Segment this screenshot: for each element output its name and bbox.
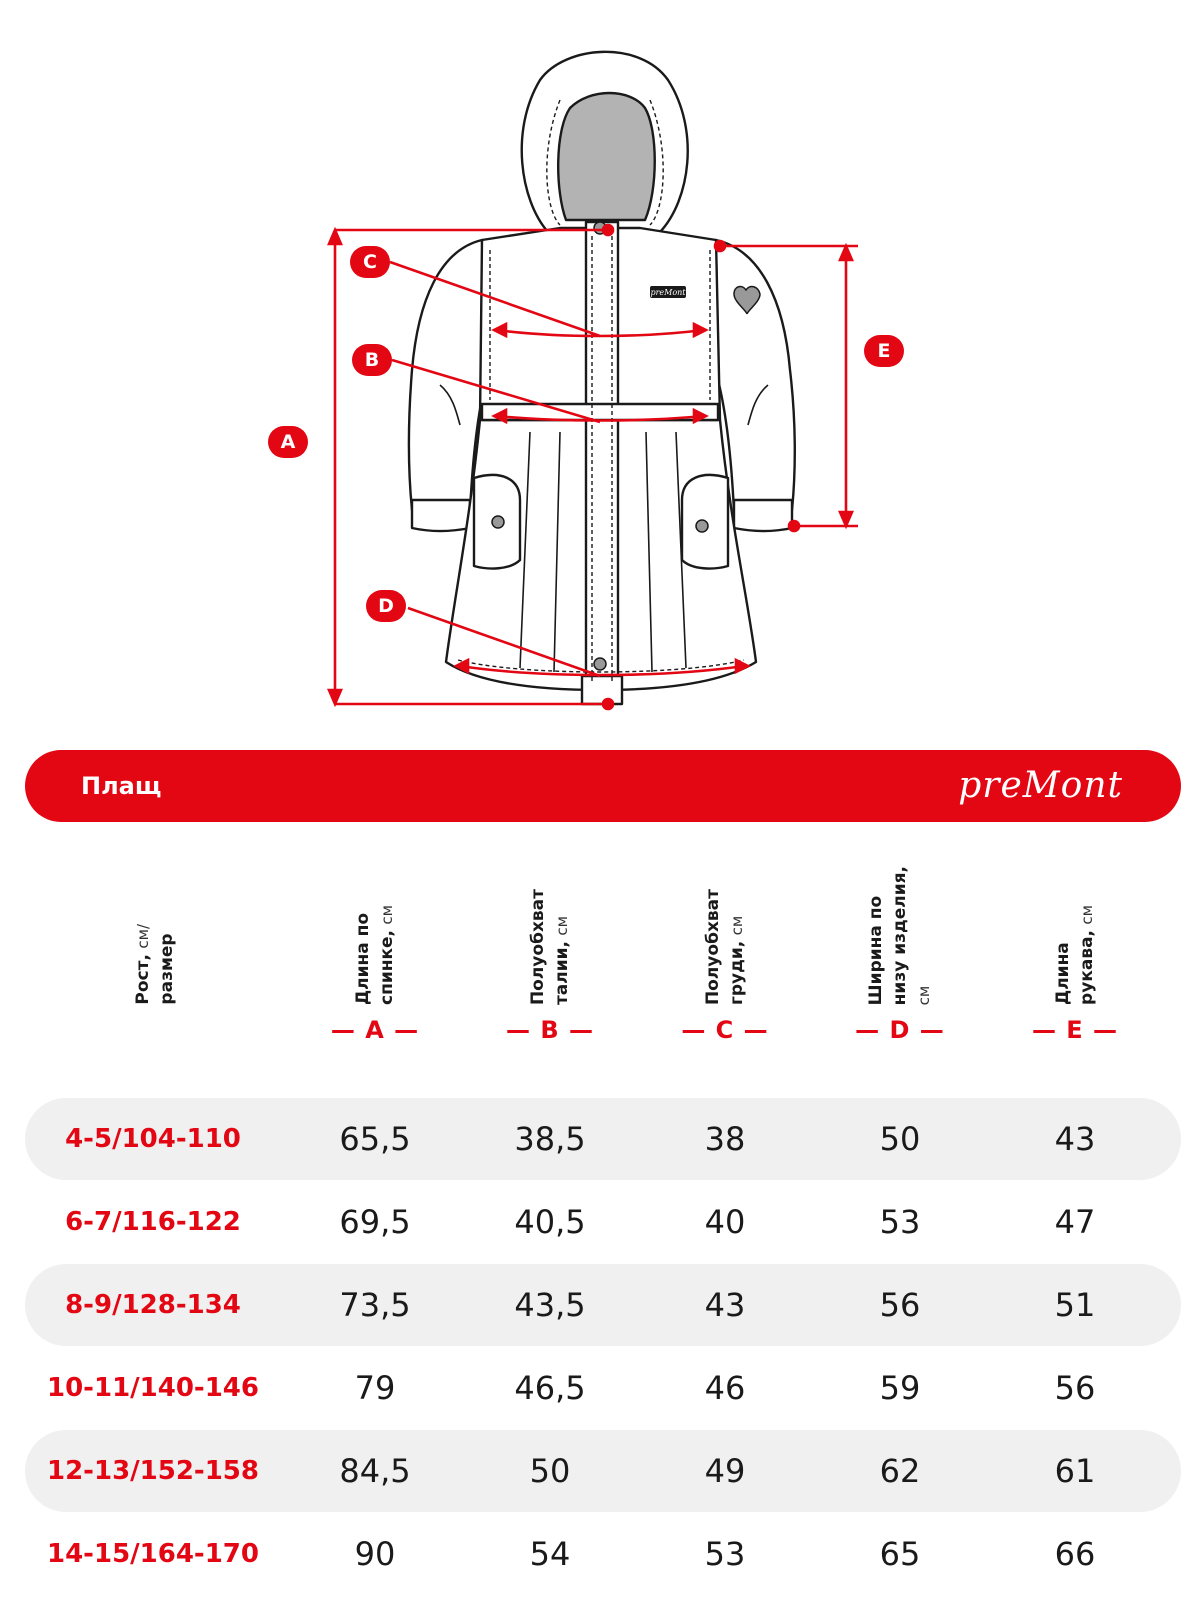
value-c: 46 [704,1369,746,1407]
value-b: 43,5 [514,1286,586,1324]
letter-d: — D — [855,1016,945,1044]
value-e: 66 [1054,1535,1096,1573]
value-e: 61 [1054,1452,1096,1490]
brand-logo: preMont [958,765,1123,806]
value-a: 73,5 [339,1286,411,1324]
product-banner [25,750,1181,822]
letter-a: — A — [330,1016,420,1044]
header-sleeve: Длина рукава, см [1053,905,1097,1005]
value-d: 59 [879,1369,921,1407]
value-d: 65 [879,1535,921,1573]
letter-e: — E — [1031,1016,1119,1044]
garment-label: preMont [650,288,686,297]
value-e: 43 [1054,1120,1096,1158]
value-e: 56 [1054,1369,1096,1407]
badge-b: B [352,344,392,376]
size-cell: 10-11/140-146 [47,1373,259,1403]
header-size: Рост, см/ размер [133,924,177,1005]
value-c: 49 [704,1452,746,1490]
value-e: 51 [1054,1286,1096,1324]
value-a: 84,5 [339,1452,411,1490]
header-chest: Полуобхват груди, см [703,888,747,1005]
value-d: 50 [879,1120,921,1158]
letter-c: — C — [681,1016,769,1044]
value-a: 79 [354,1369,396,1407]
badge-a: A [268,426,308,458]
size-cell: 6-7/116-122 [65,1207,241,1237]
size-cell: 8-9/128-134 [65,1290,241,1320]
product-title: Плащ [81,772,162,800]
value-c: 53 [704,1535,746,1573]
badge-e: E [864,335,904,367]
coat-illustration [0,0,1200,730]
header-hem-width: Ширина по низу изделия, см [866,865,933,1005]
value-a: 90 [354,1535,396,1573]
table-row [25,1513,1181,1595]
value-b: 54 [529,1535,571,1573]
value-b: 50 [529,1452,571,1490]
table-row [25,1181,1181,1263]
header-waist: Полуобхват талии, см [528,888,572,1005]
value-d: 53 [879,1203,921,1241]
badge-c: C [350,246,390,278]
value-a: 65,5 [339,1120,411,1158]
value-c: 43 [704,1286,746,1324]
value-b: 46,5 [514,1369,586,1407]
value-b: 40,5 [514,1203,586,1241]
table-row [25,1264,1181,1346]
value-c: 40 [704,1203,746,1241]
value-c: 38 [704,1120,746,1158]
value-d: 56 [879,1286,921,1324]
header-back-length: Длина по спинке, см [353,905,397,1005]
size-cell: 4-5/104-110 [65,1124,241,1154]
badge-d: D [366,590,406,622]
size-cell: 14-15/164-170 [47,1539,259,1569]
size-cell: 12-13/152-158 [47,1456,259,1486]
value-d: 62 [879,1452,921,1490]
table-row [25,1347,1181,1429]
garment-diagram [0,0,1200,730]
value-e: 47 [1054,1203,1096,1241]
letter-b: — B — [505,1016,594,1044]
table-row [25,1430,1181,1512]
value-a: 69,5 [339,1203,411,1241]
table-row [25,1098,1181,1180]
value-b: 38,5 [514,1120,586,1158]
